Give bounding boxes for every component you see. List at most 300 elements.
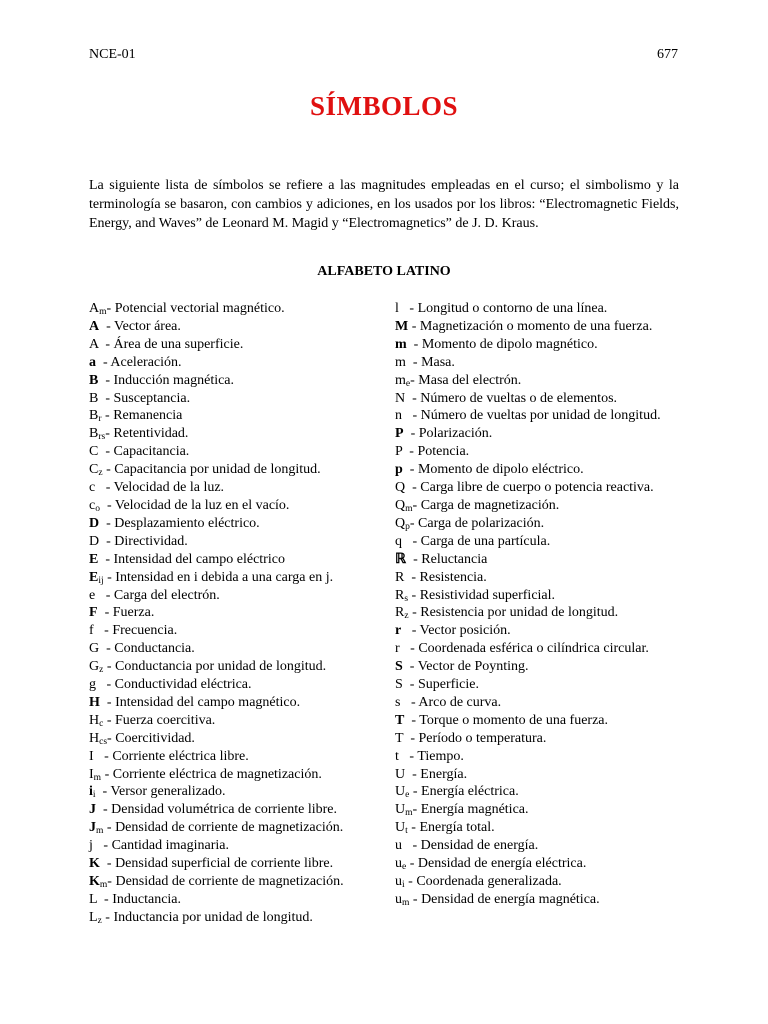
symbol-description: Número de vueltas o de elementos. [420,390,618,406]
symbol: J [89,820,96,836]
symbol: J [89,802,96,818]
separator: - [107,730,116,746]
symbol: G [89,659,100,675]
symbol: S [395,677,403,693]
symbol-description: Potencial vectorial magnético. [114,301,285,316]
symbol-entry [89,515,384,533]
symbol-entry [89,300,384,318]
symbol-entry [89,587,384,605]
symbol-entry [89,837,384,855]
symbol-description: Masa. [421,354,455,370]
symbol: g [89,677,96,693]
separator: - [412,497,421,513]
symbols-left-column [89,300,384,927]
symbol: u [395,838,402,854]
separator: - [405,390,421,406]
symbol-description: Inductancia por unidad de longitud. [113,909,313,925]
symbol: K [89,856,100,872]
symbol-entry [89,461,384,479]
symbol-subscript: m [402,897,410,908]
symbol-entry [89,640,384,658]
symbol-description: Corriente eléctrica libre. [112,748,249,764]
symbol-entry [395,569,685,587]
separator: - [106,301,115,316]
separator: - [101,408,114,424]
symbol-description: Densidad volumétrica de corriente libre. [111,802,338,818]
symbol-entry [395,730,685,748]
symbol-description: Conductancia por unidad de longitud. [115,659,327,675]
symbol-entry [89,479,384,497]
separator: - [99,856,116,872]
symbol-entry [395,515,685,533]
symbol-description: Susceptancia. [113,390,191,406]
symbol-entry [89,497,384,515]
symbol-entry [89,425,384,443]
symbol-description: Capacitancia. [113,444,190,460]
symbol: D [89,515,100,531]
symbol-entry [89,372,384,390]
symbol-subscript: p [405,521,410,532]
symbol: F [89,605,98,621]
symbol-entry [89,730,384,748]
symbol-entry [395,533,685,551]
symbol-entry [395,318,685,336]
separator: - [101,766,113,782]
symbol-entry [89,622,384,640]
symbol: u [395,874,402,889]
symbol-description: Masa del electrón. [418,372,522,388]
symbol: B [89,390,99,406]
separator: - [98,336,114,352]
symbol-entry [395,604,685,622]
separator: - [95,480,114,496]
symbol-description: Potencia. [417,444,470,460]
separator: - [408,587,420,603]
symbol-description: Intensidad en i debida a una carga en j. [115,569,334,585]
symbol-subscript: m [96,826,104,837]
symbol: D [89,533,100,549]
symbol-subscript: t [405,826,408,837]
symbol-entry [89,390,384,408]
symbol-subscript: m [99,880,108,890]
separator: - [409,891,422,907]
symbol-description: Remanencia [113,408,183,424]
symbol-subscript: z [99,665,104,676]
symbol: B [89,426,99,442]
separator: - [408,605,421,621]
symbol: S [395,659,403,675]
symbol-description: Carga de polarización. [418,515,545,531]
symbol: U [395,766,406,782]
symbol-entry [89,551,384,569]
separator: - [96,677,115,693]
symbol-entry [395,766,685,784]
symbol-entry [89,658,384,676]
symbol-entry [395,622,685,640]
symbol-entry [395,819,685,837]
separator: - [402,533,421,549]
symbol-entry [395,640,685,658]
separator: - [404,874,417,889]
symbol-description: Conductividad eléctrica. [114,677,252,693]
separator: - [99,497,115,513]
symbol-subscript: cs [99,736,108,747]
symbol-description: Intensidad del campo eléctrico [113,551,285,567]
symbol: j [89,838,93,854]
symbol: I [89,766,94,782]
symbol-description: Tiempo. [417,748,464,764]
separator: - [107,874,116,889]
page-title: SÍMBOLOS [309,91,459,121]
symbols-right-column [395,300,685,909]
symbol-description: Momento de dipolo magnético. [421,336,598,352]
symbol-description: Coercitividad. [115,730,195,746]
separator: - [399,641,419,657]
separator: - [99,533,115,549]
symbol: T [395,712,405,728]
separator: - [407,820,420,836]
symbol: r [395,641,400,657]
symbol-entry [395,587,685,605]
symbol: R [395,587,405,603]
symbol: U [395,802,406,818]
symbol-description: Período o temperatura. [418,730,547,746]
separator: - [96,354,111,370]
symbol-entry [89,783,384,801]
symbol-entry [89,533,384,551]
symbol-entry [395,801,685,819]
symbol-description: Superficie. [417,677,479,693]
separator: - [98,372,114,388]
symbol-subscript: m [405,808,413,819]
separator: - [401,623,420,639]
symbol-entry [89,336,384,354]
symbol-description: Coordenada esférica o cilíndrica circular. [418,641,649,657]
symbol-entry [395,300,685,318]
symbol: K [89,874,100,889]
symbol-description: Directividad. [114,533,188,549]
symbol: C [89,462,99,478]
symbol-subscript: m [99,307,107,317]
symbol: m [395,372,406,388]
separator: - [102,462,115,478]
symbol-subscript: m [93,772,102,783]
symbol-entry [89,443,384,461]
symbol-entry [395,407,685,425]
separator: - [398,301,418,316]
symbol: R [395,569,405,585]
symbol-entry [89,855,384,873]
symbol-description: Corriente eléctrica de magnetización. [112,766,322,782]
intro-paragraph: La siguiente lista de símbolos se refiere a las magnitudes empleadas en el curso; el simbolismo y la terminología se basaron, con cambios y adiciones, en los usados por los libros: “Electromagnetic Fields, Energy, and Waves” de Leonard M. Magid y “Electromagnetics” de J. D. Kraus. [89,178,679,231]
symbol-description: Arco de curva. [418,694,502,710]
symbol-subscript: z [98,468,103,479]
symbol: Q [395,497,406,513]
separator: - [97,605,113,621]
separator: - [408,318,420,334]
symbol: A [89,301,100,316]
symbol-entry [395,658,685,676]
symbol-entry [89,407,384,425]
separator: - [405,480,421,496]
symbol-description: Densidad de energía. [420,838,539,854]
separator: - [403,426,419,442]
symbol: c [89,497,96,513]
symbol: L [89,891,98,907]
symbol-entry [395,461,685,479]
symbol-entry [89,676,384,694]
separator: - [105,426,114,442]
symbol-entry [395,443,685,461]
symbol-subscript: e [405,378,411,389]
separator: - [98,390,114,406]
symbol-entry [395,694,685,712]
symbol-description: Carga de magnetización. [420,497,560,513]
symbol-description: Energía magnética. [420,802,529,818]
separator: - [398,748,418,764]
symbol: l [395,301,399,316]
separator: - [402,838,421,854]
symbol: B [89,372,99,388]
separator: - [402,677,418,693]
separator: - [95,587,114,603]
symbol-entry [395,783,685,801]
symbol: t [395,748,399,764]
symbol-description: Densidad superficial de corriente libre. [115,856,334,872]
symbol-description: Velocidad de la luz. [113,480,225,496]
symbol-description: Longitud o contorno de una línea. [417,301,608,316]
symbol-description: Reluctancia [421,551,488,567]
symbol-entry [89,354,384,372]
page-number: 677 [657,47,678,62]
symbol: c [89,480,96,496]
symbol-description: Resistividad superficial. [419,587,556,603]
symbol-description: Capacitancia por unidad de longitud. [114,462,321,478]
document-code: NCE-01 [89,47,136,62]
symbol: E [89,551,99,567]
symbol: u [395,891,402,907]
symbol: H [89,712,100,728]
symbol-description: Cantidad imaginaria. [111,838,229,854]
symbol-entry [89,801,384,819]
separator: - [404,712,420,728]
symbol-description: Retentividad. [113,426,189,442]
separator: - [93,623,113,639]
separator: - [99,515,115,531]
symbol-description: Velocidad de la luz en el vacío. [114,497,290,513]
symbol-description: Versor generalizado. [110,784,226,800]
separator: - [103,569,116,585]
symbol: T [395,730,404,746]
symbol: Q [395,480,406,496]
symbol-subscript: m [405,503,413,514]
symbol-subscript: rs [98,432,106,443]
symbol-description: Fuerza. [112,605,155,621]
separator: - [92,838,112,854]
symbol-entry [395,873,685,891]
symbol-description: Frecuencia. [112,623,178,639]
symbol-subscript: z [97,915,102,926]
separator: - [400,694,419,710]
symbol-subscript: e [402,862,407,873]
separator: - [103,820,116,836]
symbol-subscript: o [95,503,100,514]
separator: - [103,659,116,675]
separator: - [405,354,422,370]
symbol-description: Intensidad del campo magnético. [115,694,301,710]
symbol: i [89,784,93,800]
symbol-entry [395,354,685,372]
symbol: P [395,444,403,460]
symbol: G [89,641,100,657]
symbol-entry [89,873,384,891]
symbol: ℝ [395,551,407,567]
symbol-description: Magnetización o momento de una fuerza. [419,318,653,334]
symbol: N [395,390,406,406]
symbol-entry [395,479,685,497]
separator: - [95,784,111,800]
symbol-description: Área de una superficie. [113,336,244,352]
symbol-subscript: i [402,880,405,890]
separator: - [402,659,418,675]
separator: - [410,372,419,388]
symbol: r [395,623,402,639]
symbol-entry [89,748,384,766]
separator: - [99,694,116,710]
symbol-entry [395,390,685,408]
symbol-entry [89,712,384,730]
separator: - [412,802,421,818]
symbol: H [89,694,100,710]
symbol-description: Desplazamiento eléctrico. [114,515,260,531]
separator: - [402,462,418,478]
separator: - [402,444,418,460]
symbol-description: Energía eléctrica. [421,784,519,800]
symbol-entry [89,766,384,784]
symbol-description: Energía. [420,766,468,782]
symbol: P [395,426,404,442]
symbol: A [89,318,100,334]
separator: - [409,515,419,531]
symbol-description: Vector de Poynting. [417,659,529,675]
separator: - [99,318,115,334]
symbol: I [89,748,94,764]
section-title: ALFABETO LATINO [317,264,451,279]
symbol: n [395,408,402,424]
separator: - [404,569,420,585]
symbol-description: Número de vueltas por unidad de longitud. [420,408,661,424]
symbol-entry [89,819,384,837]
symbol-description: Carga libre de cuerpo o potencia reactiva. [420,480,654,496]
symbol-entry [395,855,685,873]
symbol-subscript: c [99,718,104,729]
symbol-entry [395,712,685,730]
separator: - [403,730,419,746]
symbol: q [395,533,402,549]
symbol: U [395,820,406,836]
separator: - [103,712,116,728]
symbol-entry [395,676,685,694]
symbol-entry [89,909,384,927]
separator: - [97,891,113,907]
symbol: m [395,336,407,352]
symbol: C [89,444,99,460]
symbol-entry [395,748,685,766]
separator: - [99,641,115,657]
symbol-description: Momento de dipolo eléctrico. [417,462,584,478]
separator: - [402,408,421,424]
symbol: u [395,856,402,872]
symbol: U [395,784,406,800]
symbol-subscript: ij [98,575,104,586]
symbol-entry [89,569,384,587]
symbol-subscript: r [98,414,102,425]
symbol: m [395,354,406,370]
separator: - [406,336,422,352]
symbol-entry [395,891,685,909]
symbol: A [89,336,99,352]
symbol-subscript: s [404,593,409,604]
symbol: B [89,408,99,424]
symbol-subscript: i [92,790,96,801]
symbol-description: Vector área. [114,318,181,334]
symbol-subscript: z [404,611,409,622]
symbol-description: Polarización. [418,426,493,442]
symbol-description: Carga del electrón. [113,587,220,603]
separator: - [101,909,114,925]
symbol: E [89,569,99,585]
symbol: s [395,694,401,710]
symbol: L [89,909,98,925]
symbol: M [395,318,409,334]
symbol-entry [395,837,685,855]
separator: - [98,444,114,460]
separator: - [96,802,112,818]
symbol-description: Fuerza coercitiva. [115,712,216,728]
symbol: a [89,354,96,370]
symbol: Q [395,515,406,531]
symbol-description: Torque o momento de una fuerza. [419,712,608,728]
symbol-subscript: e [405,790,410,801]
separator: - [409,784,422,800]
symbol-description: Densidad de corriente de magnetización. [115,820,344,836]
symbol-entry [89,694,384,712]
separator: - [93,748,113,764]
symbol-entry [395,425,685,443]
symbol-description: Conductancia. [114,641,195,657]
separator: - [98,551,114,567]
symbol: R [395,605,405,621]
symbol-description: Densidad de corriente de magnetización. [115,874,344,889]
symbol-entry [395,551,685,569]
symbol-description: Energía total. [419,820,495,836]
symbol-description: Inductancia. [112,891,182,907]
symbol-entry [395,372,685,390]
symbol-description: Resistencia por unidad de longitud. [420,605,619,621]
symbol: f [89,623,94,639]
symbol-entry [89,604,384,622]
symbol-description: Resistencia. [419,569,487,585]
symbol-description: Densidad de energía magnética. [421,891,600,907]
separator: - [406,551,422,567]
symbol-entry [395,497,685,515]
symbol-entry [395,336,685,354]
separator: - [405,766,421,782]
symbol-description: Densidad de energía eléctrica. [417,856,587,872]
symbol-entry [89,891,384,909]
symbol-description: Vector posición. [419,623,511,639]
symbol-description: Inducción magnética. [113,372,235,388]
